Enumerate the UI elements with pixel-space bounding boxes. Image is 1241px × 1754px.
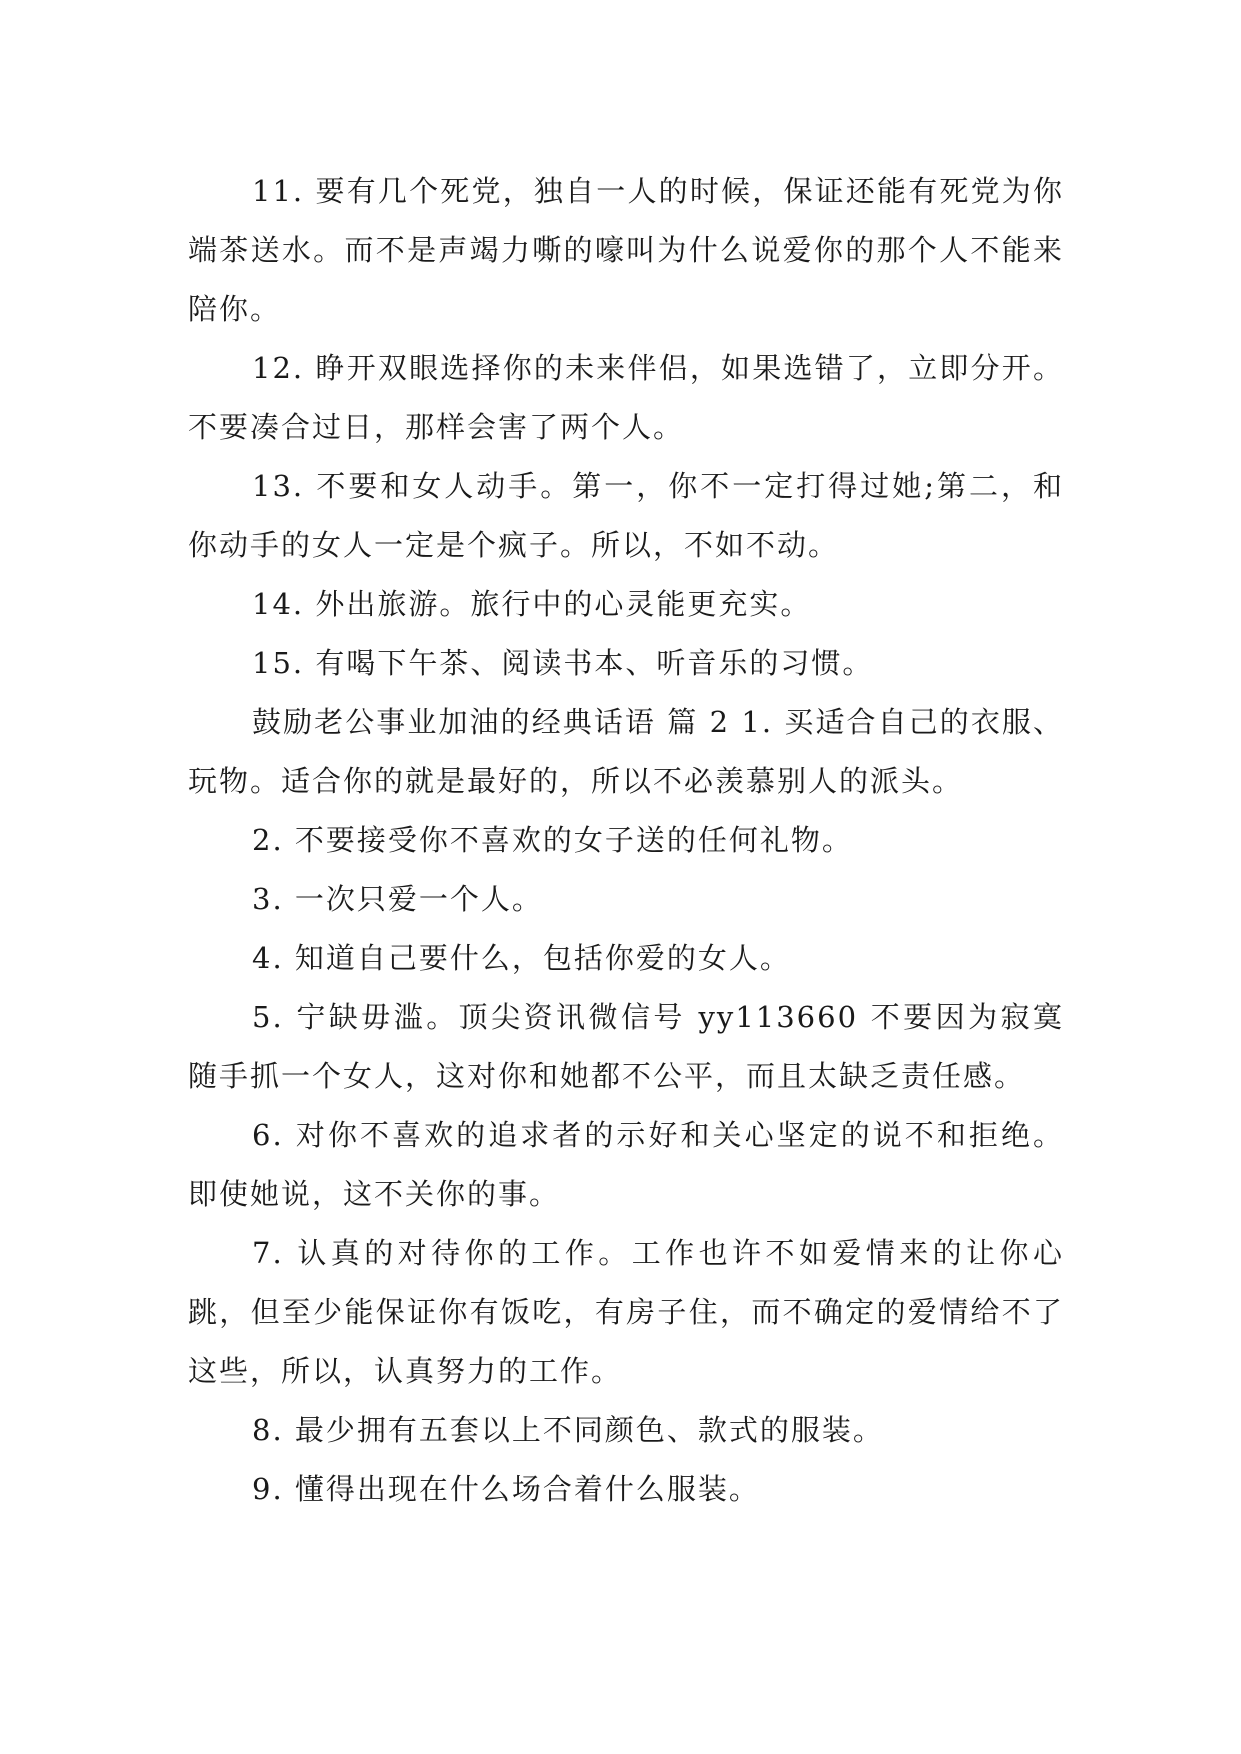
paragraph-2: 2. 不要接受你不喜欢的女子送的任何礼物。: [252, 823, 853, 857]
document-body: [188, 162, 1064, 1519]
paragraph-9: 9. 懂得出现在什么场合着什么服装。: [252, 1472, 760, 1506]
paragraph-5: 5. 宁缺毋滥。顶尖资讯微信号 yy113660 不要因为寂寞随手抓一个女人，这对你和她都不公平，而且太缺乏责任感。: [188, 1000, 1064, 1093]
paragraph-14: 14. 外出旅游。旅行中的心灵能更充实。: [252, 587, 812, 621]
paragraph-6: 6. 对你不喜欢的追求者的示好和关心坚定的说不和拒绝。即使她说，这不关你的事。: [188, 1118, 1064, 1211]
paragraph-4: 4. 知道自己要什么，包括你爱的女人。: [252, 941, 791, 975]
paragraph-15: 15. 有喝下午茶、阅读书本、听音乐的习惯。: [252, 646, 874, 680]
paragraph-8: 8. 最少拥有五套以上不同颜色、款式的服装。: [252, 1413, 884, 1447]
paragraph-13: 13. 不要和女人动手。第一，你不一定打得过她;第二，和你动手的女人一定是个疯子。所以，不如不动。: [188, 469, 1064, 562]
paragraph-11: 11. 要有几个死党，独自一人的时候，保证还能有死党为你端茶送水。而不是声竭力嘶的嚎叫为什么说爱你的那个人不能来陪你。: [188, 174, 1064, 326]
paragraph-3: 3. 一次只爱一个人。: [252, 882, 543, 916]
section-heading-paragraph: 鼓励老公事业加油的经典话语 篇 2 1. 买适合自己的衣服、玩物。适合你的就是最好的，所以不必羡慕别人的派头。: [188, 705, 1064, 798]
paragraph-12: 12. 睁开双眼选择你的未来伴侣，如果选错了，立即分开。不要凑合过日，那样会害了两个人。: [188, 351, 1064, 444]
paragraph-7: 7. 认真的对待你的工作。工作也许不如爱情来的让你心跳，但至少能保证你有饭吃，有房子住，而不确定的爱情给不了这些，所以，认真努力的工作。: [188, 1236, 1064, 1388]
